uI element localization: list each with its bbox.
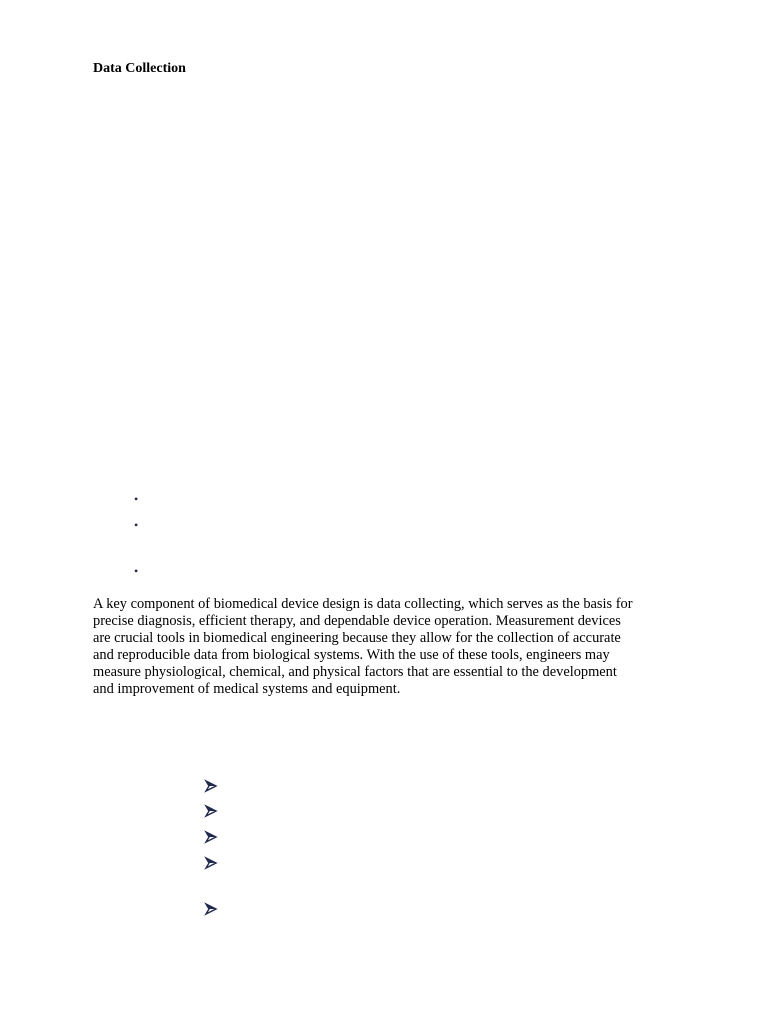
bullet-point: • [134,518,139,532]
paragraph-line: and reproducible data from biological systems. With the use of these tools, engineers may [93,647,610,663]
arrow-bullet-icon [204,856,218,870]
arrow-bullet-icon [204,902,218,916]
bullet-point: • [134,492,139,506]
arrow-bullet-icon [204,779,218,793]
paragraph-line: precise diagnosis, efficient therapy, and dependable device operation. Measurement devices [93,613,621,629]
paragraph-line: and improvement of medical systems and equipment. [93,681,401,697]
section-heading: Data Collection [93,61,186,76]
paragraph-line: are crucial tools in biomedical engineering because they allow for the collection of accurate [93,630,621,646]
paragraph-line: measure physiological, chemical, and physical factors that are essential to the development [93,664,617,680]
body-paragraph [93,596,683,698]
arrow-bullet-icon [204,830,218,844]
arrow-bullet-icon [204,804,218,818]
paragraph-line: A key component of biomedical device design is data collecting, which serves as the basis for [93,596,633,612]
bullet-point: • [134,564,139,578]
